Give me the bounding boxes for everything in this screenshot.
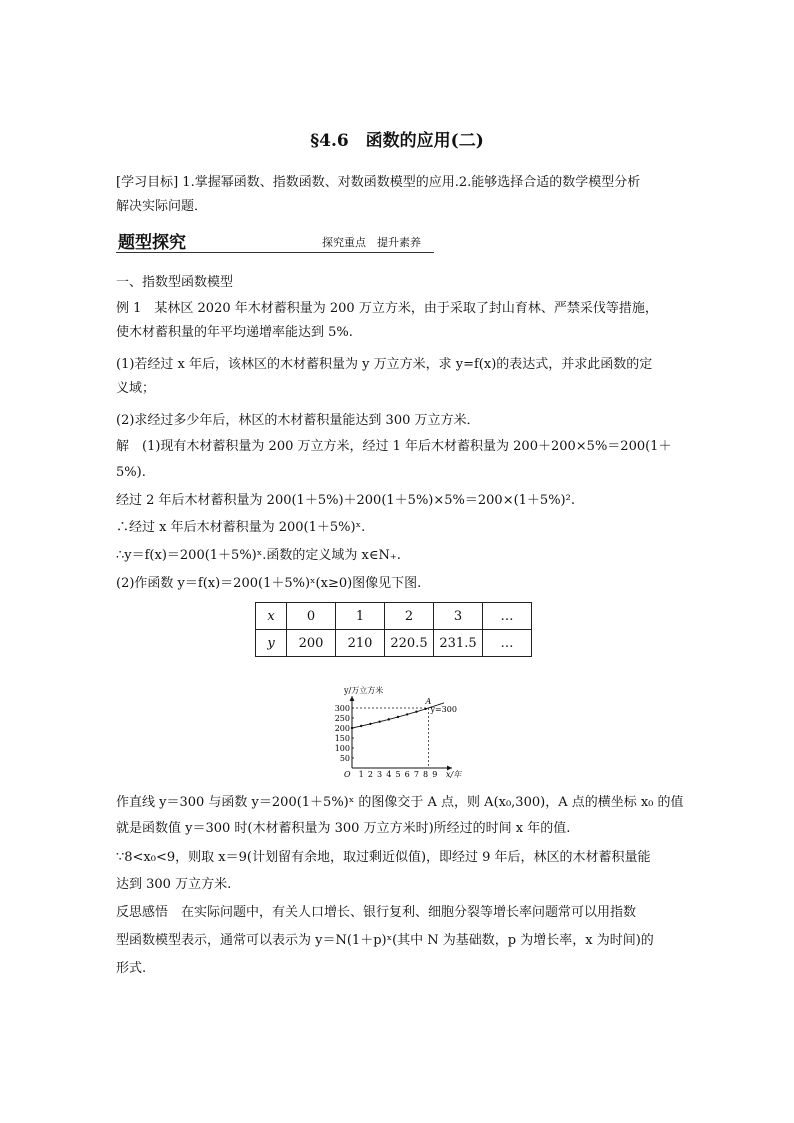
y-tick-label: 200	[334, 724, 350, 733]
x-tick-label: 2	[367, 770, 373, 779]
data-point	[360, 725, 362, 727]
solution-line-4: ∴经过 x 年后木材蓄积量为 200(1＋5%)ˣ.	[116, 520, 366, 535]
objectives-line-1	[116, 172, 684, 194]
data-point	[378, 721, 380, 723]
plot-layer	[335, 685, 462, 779]
y-tick-label: 250	[334, 714, 350, 723]
table-cell: …	[483, 603, 532, 630]
x-axis-label: x/年	[446, 770, 462, 779]
question-2: (2)求经过多少年后，林区的木材蓄积量能达到 300 万立方米．	[116, 413, 480, 428]
reflection-line-3: 形式.	[116, 961, 147, 976]
solution-line-5: ∴y＝f(x)＝200(1＋5%)ˣ.函数的定义域为 x∈N₊.	[116, 548, 401, 563]
question-1a: (1)若经过 x 年后，该林区的木材蓄积量为 y 万立方米，求 y=f(x)的表达式，并求此函数的定	[116, 357, 653, 372]
y-axis-label: y/万立方米	[344, 686, 384, 695]
table-cell: 3	[434, 603, 483, 630]
line-label-y300: y=300	[430, 705, 457, 714]
solution-line-2: 5%).	[116, 465, 146, 480]
question-1b: 义域；	[116, 381, 156, 396]
conclusion-line-2: 就是函数值 y＝300 时(木材蓄积量为 300 万立方米时)所经过的时间 x 年的值.	[116, 821, 571, 836]
origin-label: O	[344, 770, 351, 779]
conclusion-line-4: 达到 300 万立方米.	[116, 877, 232, 892]
data-point	[406, 713, 408, 715]
table-cell: …	[483, 630, 532, 657]
objectives-line-2: 解决实际问题．	[116, 199, 208, 214]
section-subtitle: 探究重点 提升素养	[322, 236, 421, 249]
conclusion-line-3: ∵8<x₀<9，则取 x＝9(计划留有余地，取过剩近似值)，即经过 9 年后，林区的木材蓄积量能	[116, 850, 651, 865]
x-tick-label: 9	[432, 770, 438, 779]
point-a-label: A	[425, 697, 432, 706]
table-row	[256, 630, 532, 657]
solution-line-6: (2)作函数 y＝f(x)＝200(1＋5%)ˣ(x≥0)图像见下图.	[116, 576, 422, 591]
page-title: §4.6 函数的应用(二)	[310, 131, 484, 151]
section-1-heading: 一、指数型函数模型	[116, 275, 234, 290]
data-point	[424, 708, 426, 710]
objectives-text: 1.掌握幂函数、指数函数、对数函数模型的应用.2.能够选择合适的数学模型分析	[182, 175, 641, 190]
data-point	[397, 716, 399, 718]
data-point	[415, 711, 417, 713]
table-cell: 220.5	[385, 630, 434, 657]
y-tick-label: 50	[339, 754, 350, 763]
x-tick-label: 8	[423, 770, 429, 779]
values-table	[255, 602, 532, 657]
solution-line-1: 解 (1)现有木材蓄积量为 200 万立方米，经过 1 年后木材蓄积量为 200＋200×5%＝200(1＋	[116, 439, 672, 454]
solution-line-3: 经过 2 年后木材蓄积量为 200(1＋5%)＋200(1＋5%)×5%＝200×(1＋5%)².	[116, 493, 575, 508]
table-cell: 210	[336, 630, 385, 657]
table-cell: x	[256, 603, 287, 630]
growth-chart	[318, 684, 488, 784]
section-band	[116, 228, 434, 256]
table-cell: 231.5	[434, 630, 483, 657]
x-tick-label: 1	[358, 770, 364, 779]
data-point	[388, 718, 390, 720]
example-line-2: 使木材蓄积量的年平均递增率能达到 5%.	[116, 325, 353, 340]
y-tick-label: 300	[334, 704, 350, 713]
example-line-1: 例 1 某林区 2020 年木材蓄积量为 200 万立方米，由于采取了封山育林、严禁采伐等措施，	[116, 301, 658, 316]
reflection-line-2: 型函数模型表示，通常可以表示为 y＝N(1＋p)ˣ(其中 N 为基础数，p 为增长率，x 为时间)的	[116, 933, 654, 948]
y-tick-label: 100	[334, 744, 350, 753]
y-axis-arrow	[350, 696, 355, 701]
table-cell: 1	[336, 603, 385, 630]
x-tick-label: 3	[377, 770, 383, 779]
conclusion-line-1: 作直线 y＝300 与函数 y＝200(1＋5%)ˣ 的图像交于 A 点，则 A(x₀,300)，A 点的横坐标 x₀ 的值	[116, 795, 684, 810]
reflection-line-1: 反思感悟 在实际问题中，有关人口增长、银行复利、细胞分裂等增长率问题常可以用指数	[116, 905, 637, 920]
table-cell: 2	[385, 603, 434, 630]
x-tick-label: 6	[404, 770, 410, 779]
x-tick-label: 7	[413, 770, 419, 779]
objectives-label: [学习目标]	[116, 175, 179, 190]
x-tick-label: 5	[395, 770, 401, 779]
table-cell: 0	[287, 603, 336, 630]
section-rule	[116, 252, 434, 253]
data-point	[351, 727, 353, 729]
table-cell: y	[256, 630, 287, 657]
x-tick-label: 4	[386, 770, 392, 779]
section-heading: 题型探究	[118, 233, 186, 253]
table-cell: 200	[287, 630, 336, 657]
data-point	[369, 723, 371, 725]
table-row	[256, 603, 532, 630]
y-tick-label: 150	[334, 734, 350, 743]
